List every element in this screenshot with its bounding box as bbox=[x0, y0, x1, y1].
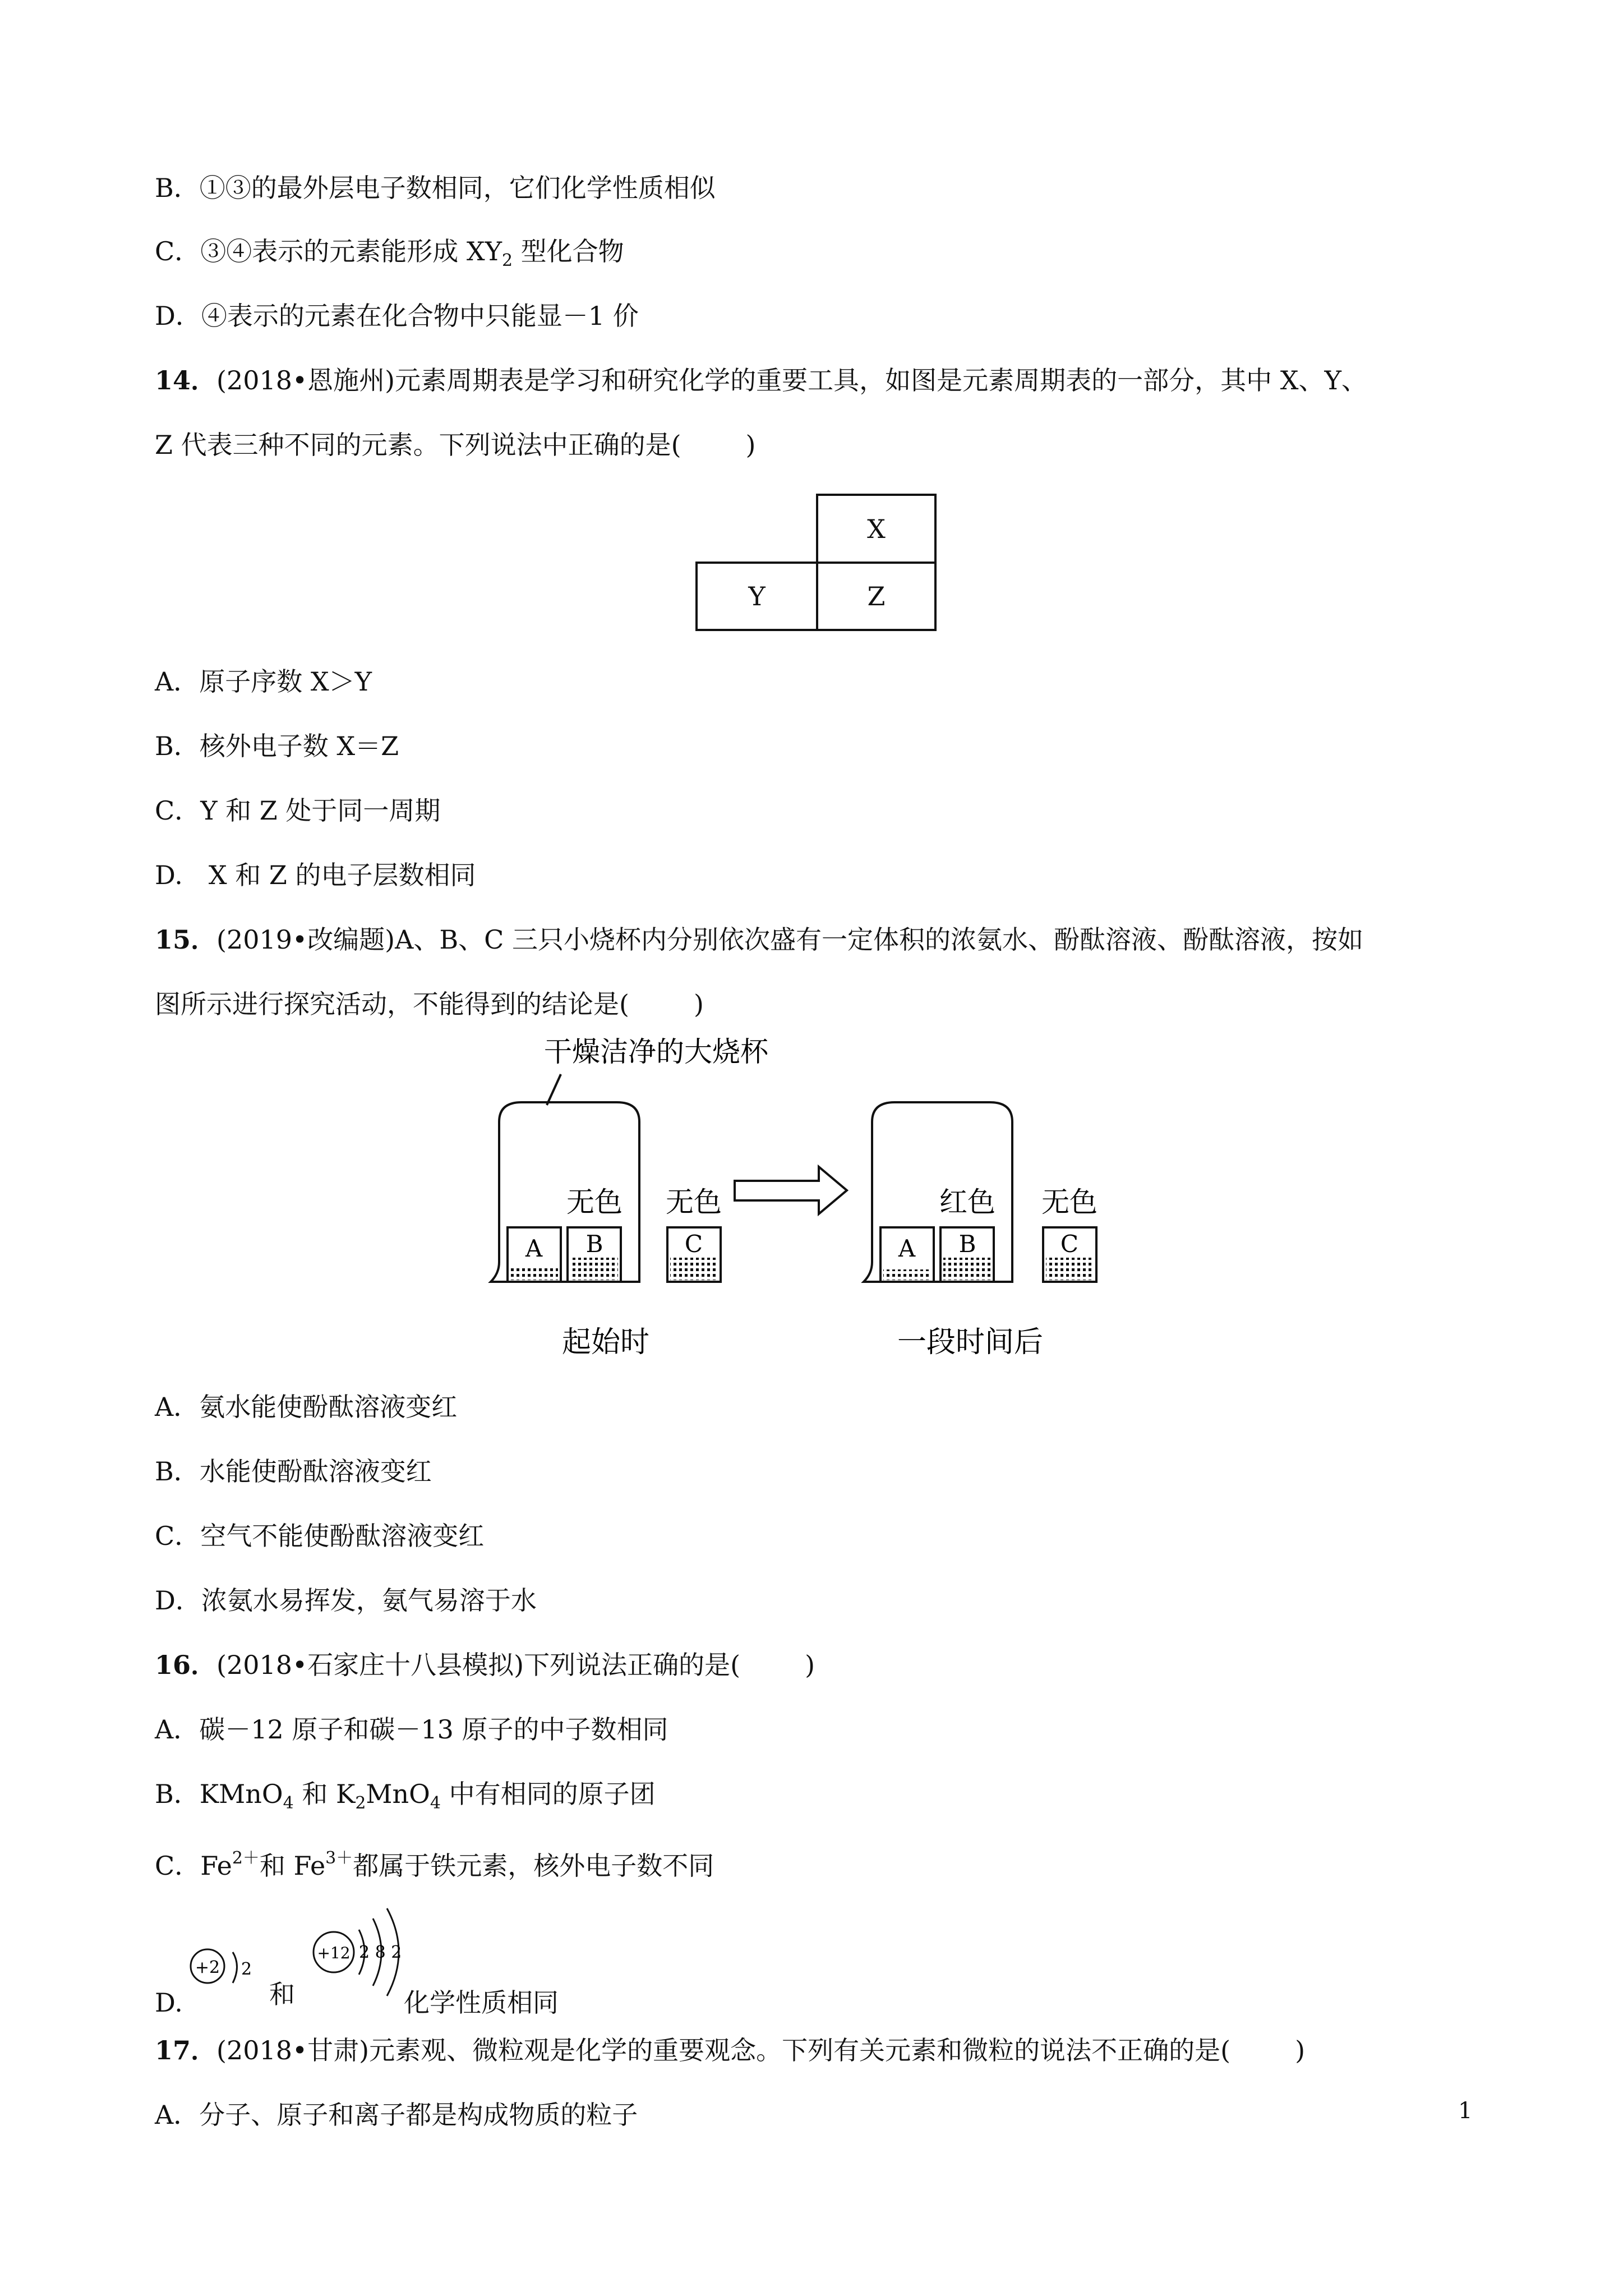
liquid-b-later bbox=[943, 1258, 991, 1280]
beaker-b-later-color: 红色 bbox=[939, 1186, 995, 1218]
q14-stem-text2: Z 代表三种不同的元素。下列说法中正确的是( bbox=[155, 430, 681, 460]
beaker-b-start-label: B bbox=[585, 1230, 603, 1258]
q13-c-text: C．③④表示的元素能形成 XY bbox=[155, 236, 502, 266]
q16-option-d-and: 和 bbox=[269, 1979, 295, 2009]
beaker-c-start-color: 无色 bbox=[666, 1186, 722, 1218]
arrow-icon bbox=[735, 1167, 847, 1214]
experiment-diagram bbox=[477, 1027, 1262, 1380]
subscript: 4 bbox=[430, 1793, 441, 1813]
q17-number: 17． bbox=[155, 2035, 217, 2065]
cell-y: Y bbox=[695, 562, 818, 631]
q14-stem-line2 bbox=[155, 428, 755, 462]
close-paren: ) bbox=[805, 1650, 815, 1680]
q16-option-b bbox=[155, 1777, 656, 1820]
close-paren: ) bbox=[745, 430, 756, 460]
q14-option-b: B．核外电子数 X＝Z bbox=[155, 731, 399, 761]
q17-stem bbox=[155, 2033, 1305, 2067]
beaker-a-later-label: A bbox=[898, 1235, 916, 1262]
q13-c-text-tail: 型化合物 bbox=[513, 236, 624, 266]
q15-stem-text1: (2019•改编题)A、B、C 三只小烧杯内分别依次盛有一定体积的浓氨水、酚酞溶液、酚酞溶液，按如 bbox=[216, 924, 1363, 955]
cell-z: Z bbox=[816, 562, 937, 631]
q13-option-d: D．④表示的元素在化合物中只能显－1 价 bbox=[155, 301, 639, 331]
periodic-table-fragment bbox=[695, 494, 937, 631]
start-caption: 起始时 bbox=[561, 1326, 650, 1359]
q16-option-d-text: 化学性质相同 bbox=[404, 1987, 559, 2018]
q15-option-c: C．空气不能使酚酞溶液变红 bbox=[155, 1521, 485, 1551]
q14-option-d: D. X 和 Z 的电子层数相同 bbox=[155, 860, 476, 890]
beaker-b-start-color: 无色 bbox=[566, 1186, 623, 1218]
q16-option-a: A．碳－12 原子和碳－13 原子的中子数相同 bbox=[155, 1714, 668, 1745]
q16-c-text: C．Fe bbox=[155, 1851, 232, 1881]
q17-option-a: A．分子、原子和离子都是构成物质的粒子 bbox=[155, 2100, 638, 2130]
q16-b-text: B．KMnO bbox=[155, 1779, 283, 1809]
superscript: 3＋ bbox=[325, 1848, 353, 1868]
he-shell-electrons: 2 bbox=[241, 1959, 252, 1979]
beaker-c-later-color: 无色 bbox=[1041, 1186, 1098, 1218]
page-number: 1 bbox=[1458, 2098, 1473, 2124]
magnesium-atom-diagram bbox=[303, 1896, 415, 2008]
q16-c-text: 都属于铁元素，核外电子数不同 bbox=[353, 1851, 714, 1881]
helium-atom-diagram bbox=[179, 1932, 275, 2017]
beaker-a-start-label: A bbox=[525, 1235, 543, 1262]
q14-stem-line1 bbox=[155, 364, 1367, 397]
q14-option-a: A．原子序数 X＞Y bbox=[155, 666, 372, 697]
q16-b-text: 和 K bbox=[293, 1779, 356, 1809]
liquid-c-start bbox=[670, 1258, 718, 1280]
subscript: 4 bbox=[283, 1793, 294, 1813]
beaker-b-later-label: B bbox=[958, 1230, 976, 1258]
q16-stem-text: (2018•石家庄十八县模拟)下列说法正确的是( bbox=[216, 1650, 741, 1680]
q15-option-b: B．水能使酚酞溶液变红 bbox=[155, 1456, 432, 1487]
experiment-figure bbox=[477, 1027, 1262, 1380]
mg-shell-electrons: 2 8 2 bbox=[359, 1943, 402, 1962]
q15-stem-line2 bbox=[155, 987, 704, 1021]
liquid-a-later bbox=[883, 1269, 931, 1280]
label-leader-line bbox=[547, 1074, 561, 1105]
q14-option-c: C．Y 和 Z 处于同一周期 bbox=[155, 795, 441, 826]
liquid-b-start bbox=[570, 1258, 618, 1280]
q16-number: 16． bbox=[155, 1650, 217, 1680]
close-paren: ) bbox=[693, 989, 704, 1019]
q15-stem-line1 bbox=[155, 923, 1363, 956]
cell-x: X bbox=[816, 494, 937, 564]
q14-number: 14． bbox=[155, 365, 217, 395]
close-paren: ) bbox=[1295, 2035, 1306, 2065]
liquid-a-start bbox=[510, 1267, 558, 1280]
he-nucleus-charge: +2 bbox=[195, 1958, 220, 1977]
q13-option-b: B．①③的最外层电子数相同，它们化学性质相似 bbox=[155, 173, 716, 203]
q15-option-d: D．浓氨水易挥发，氨气易溶于水 bbox=[155, 1585, 537, 1616]
q13-option-c bbox=[155, 234, 624, 278]
q16-c-text: 和 Fe bbox=[259, 1851, 326, 1881]
beaker-c-later-label: C bbox=[1060, 1230, 1079, 1258]
q17-stem-text: (2018•甘肃)元素观、微粒观是化学的重要观念。下列有关元素和微粒的说法不正确的是( bbox=[216, 2035, 1231, 2065]
electron-shell-arc bbox=[233, 1952, 237, 1983]
subscript: 2 bbox=[355, 1793, 366, 1813]
q16-b-text: MnO bbox=[366, 1779, 430, 1809]
liquid-c-later bbox=[1046, 1258, 1094, 1280]
beaker-c-start-label: C bbox=[684, 1230, 703, 1258]
q16-stem bbox=[155, 1648, 815, 1682]
later-caption: 一段时间后 bbox=[897, 1326, 1044, 1359]
mg-nucleus-charge: +12 bbox=[317, 1944, 351, 1962]
q15-stem-text2: 图所示进行探究活动，不能得到的结论是( bbox=[155, 989, 629, 1019]
q15-number: 15． bbox=[155, 924, 217, 955]
q14-stem-text1: (2018•恩施州)元素周期表是学习和研究化学的重要工具，如图是元素周期表的一部分，其中 X、Y、 bbox=[216, 365, 1367, 395]
q16-option-c bbox=[155, 1842, 714, 1883]
q16-option-d-prefix: D. bbox=[155, 1987, 183, 2018]
q15-option-a: A．氨水能使酚酞溶液变红 bbox=[155, 1392, 458, 1422]
q16-b-text: 中有相同的原子团 bbox=[440, 1779, 656, 1809]
q13-c-subscript: 2 bbox=[501, 251, 513, 270]
big-beaker-label: 干燥洁净的大烧杯 bbox=[544, 1036, 768, 1068]
superscript: 2＋ bbox=[232, 1848, 260, 1868]
